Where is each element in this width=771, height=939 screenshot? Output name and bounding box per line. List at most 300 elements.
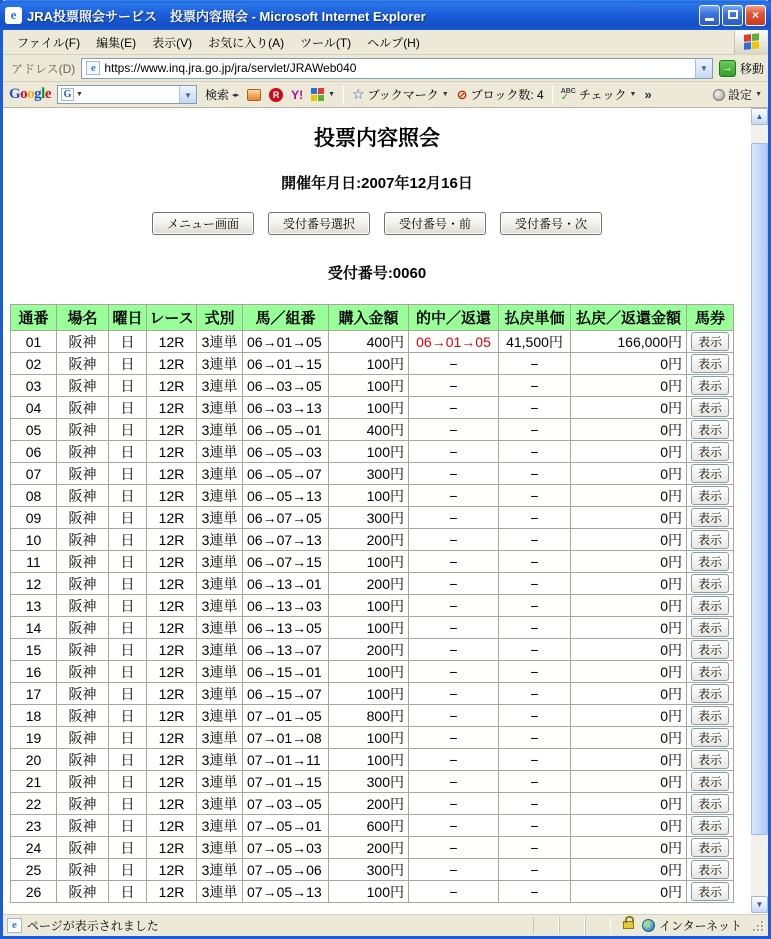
cell-no: 05: [11, 419, 57, 441]
cell-total-payout: 166,000円: [571, 331, 687, 353]
cell-ticket: [687, 419, 734, 441]
cell-numbers: 06→05→13: [243, 485, 329, 507]
google-menu-icon[interactable]: G: [61, 88, 74, 101]
cell-amount: 200円: [329, 573, 409, 595]
cell-race: 12R: [147, 793, 197, 815]
cell-race: 12R: [147, 595, 197, 617]
cell-amount: 100円: [329, 441, 409, 463]
show-button[interactable]: 表示: [691, 882, 729, 901]
cell-place: 阪神: [57, 639, 109, 661]
cell-place: 阪神: [57, 595, 109, 617]
cell-place: 阪神: [57, 683, 109, 705]
table-row: [11, 353, 734, 375]
vertical-scrollbar[interactable]: [751, 108, 768, 913]
address-bar: [3, 55, 768, 82]
table-row: [11, 551, 734, 573]
show-button[interactable]: 表示: [691, 706, 729, 725]
cell-race: 12R: [147, 881, 197, 903]
table-row: [11, 595, 734, 617]
cell-hit: −: [409, 529, 499, 551]
cell-no: 25: [11, 859, 57, 881]
cell-total-payout: 0円: [571, 837, 687, 859]
show-button[interactable]: 表示: [691, 552, 729, 571]
bookmarks-label: ブックマーク: [367, 88, 439, 102]
cell-ticket: [687, 353, 734, 375]
cell-hit: −: [409, 507, 499, 529]
cell-place: 阪神: [57, 771, 109, 793]
cell-day: 日: [109, 771, 147, 793]
cell-numbers: 06→05→01: [243, 419, 329, 441]
page-title: 投票内容照会: [314, 127, 440, 150]
cell-numbers: 06→15→07: [243, 683, 329, 705]
cell-race: 12R: [147, 837, 197, 859]
cell-bet-type: 3連単: [197, 749, 243, 771]
cell-ticket: [687, 595, 734, 617]
address-combo[interactable]: [81, 58, 713, 79]
cell-no: 07: [11, 463, 57, 485]
cell-place: 阪神: [57, 507, 109, 529]
table-row: [11, 837, 734, 859]
table-row: [11, 485, 734, 507]
cell-ticket: [687, 661, 734, 683]
show-button[interactable]: 表示: [691, 816, 729, 835]
cell-total-payout: 0円: [571, 397, 687, 419]
windows-logo-icon: [744, 33, 760, 51]
menu-item[interactable]: ファイル(F): [17, 35, 81, 50]
cell-unit-payout: −: [499, 793, 571, 815]
cell-numbers: 06→13→03: [243, 595, 329, 617]
cell-unit-payout: −: [499, 639, 571, 661]
cell-hit: −: [409, 661, 499, 683]
cell-race: 12R: [147, 683, 197, 705]
block-icon: ⊘: [456, 86, 468, 102]
cell-amount: 200円: [329, 639, 409, 661]
cell-no: 24: [11, 837, 57, 859]
cell-amount: 600円: [329, 815, 409, 837]
cell-numbers: 06→01→05: [243, 331, 329, 353]
cell-ticket: [687, 397, 734, 419]
cell-race: 12R: [147, 639, 197, 661]
cell-hit: −: [409, 815, 499, 837]
status-bar: [3, 913, 768, 936]
cell-unit-payout: −: [499, 375, 571, 397]
cell-hit: −: [409, 551, 499, 573]
cell-unit-payout: −: [499, 749, 571, 771]
google-search-input[interactable]: [57, 85, 197, 104]
address-url[interactable]: https://www.inq.jra.go.jp/jra/servlet/JRAWeb040: [104, 61, 357, 75]
search-button[interactable]: [205, 86, 239, 103]
cell-hit: −: [409, 573, 499, 595]
cell-ticket: [687, 551, 734, 573]
cell-ticket: [687, 375, 734, 397]
cell-ticket: [687, 529, 734, 551]
show-button[interactable]: 表示: [691, 332, 729, 351]
cell-place: 阪神: [57, 551, 109, 573]
cell-day: 日: [109, 705, 147, 727]
scroll-up-icon[interactable]: ▲: [751, 108, 768, 125]
cell-amount: 100円: [329, 485, 409, 507]
chevron-down-icon: ▼: [328, 91, 335, 98]
cell-hit: −: [409, 837, 499, 859]
go-arrow-icon: →: [719, 60, 736, 77]
table-header-cell: 式別: [197, 305, 243, 331]
cell-total-payout: 0円: [571, 639, 687, 661]
menu-item[interactable]: ツール(T): [300, 35, 352, 50]
cell-bet-type: 3連単: [197, 793, 243, 815]
cell-total-payout: 0円: [571, 441, 687, 463]
nav-button[interactable]: メニュー画面: [152, 212, 254, 235]
cell-race: 12R: [147, 353, 197, 375]
cell-day: 日: [109, 441, 147, 463]
show-button[interactable]: 表示: [691, 420, 729, 439]
cell-ticket: [687, 441, 734, 463]
close-button[interactable]: ×: [745, 5, 766, 26]
chevron-down-icon: ▼: [629, 91, 637, 98]
content-area: [3, 108, 751, 913]
lock-icon: [623, 921, 634, 929]
cell-no: 04: [11, 397, 57, 419]
cell-race: 12R: [147, 397, 197, 419]
cell-day: 日: [109, 661, 147, 683]
cell-bet-type: 3連単: [197, 661, 243, 683]
nav-button[interactable]: 受付番号選択: [268, 212, 370, 235]
show-button[interactable]: 表示: [691, 442, 729, 461]
cell-total-payout: 0円: [571, 793, 687, 815]
cell-bet-type: 3連単: [197, 551, 243, 573]
cell-no: 08: [11, 485, 57, 507]
cell-total-payout: 0円: [571, 375, 687, 397]
cell-bet-type: 3連単: [197, 419, 243, 441]
cell-ticket: [687, 749, 734, 771]
globe-icon: [642, 919, 655, 932]
cell-ticket: [687, 617, 734, 639]
google-toolbar: [3, 82, 768, 108]
maximize-button[interactable]: [722, 5, 743, 26]
resize-grip[interactable]: [750, 918, 764, 932]
star-icon: ☆: [352, 86, 365, 102]
cell-unit-payout: −: [499, 683, 571, 705]
nav-button[interactable]: 受付番号・前: [384, 212, 486, 235]
cell-no: 23: [11, 815, 57, 837]
cell-day: 日: [109, 551, 147, 573]
cell-unit-payout: −: [499, 529, 571, 551]
cell-place: 阪神: [57, 859, 109, 881]
cell-bet-type: 3連単: [197, 771, 243, 793]
cell-ticket: [687, 727, 734, 749]
table-row: [11, 573, 734, 595]
cell-day: 日: [109, 859, 147, 881]
cell-day: 日: [109, 529, 147, 551]
google-logo: Google: [9, 86, 52, 102]
cell-day: 日: [109, 419, 147, 441]
cell-numbers: 06→03→13: [243, 397, 329, 419]
table-header-cell: レース: [147, 305, 197, 331]
status-message: ページが表示されました: [27, 918, 159, 933]
cell-numbers: 06→05→03: [243, 441, 329, 463]
cell-total-payout: 0円: [571, 419, 687, 441]
cell-hit: −: [409, 419, 499, 441]
cell-place: 阪神: [57, 749, 109, 771]
search-options-icon: ◂▸: [232, 91, 240, 99]
cell-place: 阪神: [57, 397, 109, 419]
cell-total-payout: 0円: [571, 683, 687, 705]
cell-hit: −: [409, 353, 499, 375]
cell-numbers: 07→05→13: [243, 881, 329, 903]
cell-unit-payout: −: [499, 507, 571, 529]
show-button[interactable]: 表示: [691, 464, 729, 483]
cell-total-payout: 0円: [571, 353, 687, 375]
spellcheck-icon: ABC ✓: [560, 87, 576, 103]
cell-bet-type: 3連単: [197, 727, 243, 749]
cell-amount: 100円: [329, 749, 409, 771]
cell-unit-payout: −: [499, 397, 571, 419]
toolbar-separator: [552, 86, 553, 104]
cell-unit-payout: −: [499, 353, 571, 375]
cell-race: 12R: [147, 375, 197, 397]
nav-button[interactable]: 受付番号・次: [500, 212, 602, 235]
show-button[interactable]: 表示: [691, 640, 729, 659]
cell-total-payout: 0円: [571, 881, 687, 903]
bets-table: [10, 304, 734, 903]
cell-race: 12R: [147, 771, 197, 793]
cell-no: 15: [11, 639, 57, 661]
table-header-cell: 場名: [57, 305, 109, 331]
cell-numbers: 07→03→05: [243, 793, 329, 815]
cell-hit: −: [409, 397, 499, 419]
cell-day: 日: [109, 749, 147, 771]
search-label: 検索: [205, 88, 230, 102]
cell-numbers: 07→05→01: [243, 815, 329, 837]
cell-day: 日: [109, 837, 147, 859]
cell-hit: −: [409, 617, 499, 639]
show-button[interactable]: 表示: [691, 728, 729, 747]
cell-race: 12R: [147, 419, 197, 441]
cell-amount: 100円: [329, 595, 409, 617]
windows-logo-panel: [734, 30, 768, 55]
search-dropdown-icon[interactable]: ▼: [179, 86, 196, 103]
cell-bet-type: 3連単: [197, 331, 243, 353]
cell-day: 日: [109, 463, 147, 485]
cell-race: 12R: [147, 815, 197, 837]
cell-numbers: 06→05→07: [243, 463, 329, 485]
cell-bet-type: 3連単: [197, 881, 243, 903]
yahoo-icon[interactable]: Y!: [291, 87, 304, 102]
cell-no: 18: [11, 705, 57, 727]
cell-race: 12R: [147, 551, 197, 573]
scrollbar-track[interactable]: [751, 125, 768, 896]
cell-total-payout: 0円: [571, 859, 687, 881]
cell-no: 19: [11, 727, 57, 749]
cell-day: 日: [109, 397, 147, 419]
table-row: [11, 727, 734, 749]
cell-hit: −: [409, 793, 499, 815]
menu-item[interactable]: 編集(E): [96, 35, 137, 50]
table-row: [11, 331, 734, 353]
nav-button-row: [3, 212, 751, 236]
show-button[interactable]: 表示: [691, 596, 729, 615]
cell-bet-type: 3連単: [197, 617, 243, 639]
cell-bet-type: 3連単: [197, 441, 243, 463]
menu-item[interactable]: ヘルプ(H): [367, 35, 420, 50]
window-title: JRA投票照会サービス 投票内容照会 - Microsoft Internet Explorer: [27, 8, 426, 24]
cell-ticket: [687, 485, 734, 507]
cell-bet-type: 3連単: [197, 397, 243, 419]
cell-unit-payout: −: [499, 463, 571, 485]
cell-unit-payout: −: [499, 485, 571, 507]
status-page-icon: e: [7, 918, 22, 933]
cell-place: 阪神: [57, 441, 109, 463]
show-button[interactable]: 表示: [691, 794, 729, 813]
puzzle-icon[interactable]: [311, 88, 335, 102]
table-header-cell: 通番: [11, 305, 57, 331]
cell-unit-payout: −: [499, 419, 571, 441]
cell-race: 12R: [147, 749, 197, 771]
show-button[interactable]: 表示: [691, 838, 729, 857]
cell-amount: 100円: [329, 661, 409, 683]
cell-unit-payout: −: [499, 573, 571, 595]
show-button[interactable]: 表示: [691, 860, 729, 879]
cell-ticket: [687, 463, 734, 485]
cell-bet-type: 3連単: [197, 573, 243, 595]
go-button[interactable]: [719, 60, 764, 77]
cell-amount: 300円: [329, 771, 409, 793]
menu-item[interactable]: 表示(V): [152, 35, 193, 50]
cell-place: 阪神: [57, 529, 109, 551]
cell-race: 12R: [147, 705, 197, 727]
cell-amount: 100円: [329, 727, 409, 749]
cell-numbers: 07→05→03: [243, 837, 329, 859]
cell-bet-type: 3連単: [197, 639, 243, 661]
cell-unit-payout: −: [499, 551, 571, 573]
popup-blocker-button[interactable]: [457, 86, 544, 103]
cell-bet-type: 3連単: [197, 507, 243, 529]
scrollbar-thumb[interactable]: [751, 143, 768, 835]
cell-unit-payout: −: [499, 771, 571, 793]
cell-ticket: [687, 771, 734, 793]
cell-numbers: 06→03→05: [243, 375, 329, 397]
show-button[interactable]: 表示: [691, 772, 729, 791]
cell-hit: −: [409, 705, 499, 727]
cell-unit-payout: −: [499, 705, 571, 727]
cell-unit-payout: −: [499, 595, 571, 617]
cell-amount: 100円: [329, 353, 409, 375]
cell-total-payout: 0円: [571, 463, 687, 485]
cell-no: 06: [11, 441, 57, 463]
show-button[interactable]: 表示: [691, 684, 729, 703]
show-button[interactable]: 表示: [691, 508, 729, 527]
cell-hit: −: [409, 485, 499, 507]
show-button[interactable]: 表示: [691, 574, 729, 593]
cell-race: 12R: [147, 441, 197, 463]
cell-total-payout: 0円: [571, 749, 687, 771]
cell-amount: 100円: [329, 881, 409, 903]
table-header-row: [11, 305, 734, 331]
table-row: [11, 529, 734, 551]
cell-amount: 400円: [329, 331, 409, 353]
cell-ticket: [687, 683, 734, 705]
cell-race: 12R: [147, 727, 197, 749]
check-label: チェック: [578, 88, 627, 102]
cell-no: 03: [11, 375, 57, 397]
table-header-cell: 曜日: [109, 305, 147, 331]
cell-amount: 100円: [329, 551, 409, 573]
block-count-label: ブロック数: 4: [470, 88, 544, 102]
cell-no: 01: [11, 331, 57, 353]
show-button[interactable]: 表示: [691, 662, 729, 681]
cell-day: 日: [109, 815, 147, 837]
bookmarks-button[interactable]: [352, 86, 449, 103]
table-header-cell: 的中／返還: [409, 305, 499, 331]
table-header-cell: 購入金額: [329, 305, 409, 331]
cell-no: 26: [11, 881, 57, 903]
cell-race: 12R: [147, 617, 197, 639]
cell-numbers: 06→13→05: [243, 617, 329, 639]
spellcheck-button[interactable]: [561, 86, 637, 103]
table-row: [11, 463, 734, 485]
menu-item[interactable]: お気に入り(A): [208, 35, 285, 50]
settings-label: 設定: [728, 88, 753, 102]
show-button[interactable]: 表示: [691, 618, 729, 637]
cell-day: 日: [109, 793, 147, 815]
cell-unit-payout: −: [499, 727, 571, 749]
show-button[interactable]: 表示: [691, 376, 729, 395]
scroll-down-icon[interactable]: ▼: [751, 896, 768, 913]
cell-numbers: 06→07→13: [243, 529, 329, 551]
minimize-button[interactable]: [699, 5, 720, 26]
cell-day: 日: [109, 573, 147, 595]
show-button[interactable]: 表示: [691, 354, 729, 373]
table-row: [11, 683, 734, 705]
show-button[interactable]: 表示: [691, 530, 729, 549]
show-button[interactable]: 表示: [691, 486, 729, 505]
cell-place: 阪神: [57, 881, 109, 903]
titlebar: [0, 0, 771, 30]
show-button[interactable]: 表示: [691, 750, 729, 769]
browser-body: [3, 108, 768, 913]
news-icon[interactable]: [247, 89, 261, 101]
table-row: [11, 859, 734, 881]
settings-button[interactable]: [713, 86, 762, 103]
chevron-down-icon: ▼: [755, 91, 762, 98]
table-header-cell: 馬券: [687, 305, 734, 331]
table-header-cell: 払戻／返還金額: [571, 305, 687, 331]
address-dropdown-icon[interactable]: ▼: [695, 59, 712, 78]
cell-amount: 200円: [329, 793, 409, 815]
cell-place: 阪神: [57, 331, 109, 353]
more-tools-chevron[interactable]: »: [644, 87, 652, 102]
cell-hit: −: [409, 749, 499, 771]
cell-place: 阪神: [57, 617, 109, 639]
cell-ticket: [687, 573, 734, 595]
cell-total-payout: 0円: [571, 529, 687, 551]
rakuten-icon[interactable]: R: [269, 88, 283, 102]
cell-no: 12: [11, 573, 57, 595]
cell-hit: −: [409, 441, 499, 463]
cell-ticket: [687, 815, 734, 837]
cell-numbers: 06→01→15: [243, 353, 329, 375]
cell-bet-type: 3連単: [197, 353, 243, 375]
cell-amount: 100円: [329, 617, 409, 639]
cell-race: 12R: [147, 331, 197, 353]
cell-no: 09: [11, 507, 57, 529]
show-button[interactable]: 表示: [691, 398, 729, 417]
cell-ticket: [687, 837, 734, 859]
table-row: [11, 661, 734, 683]
cell-race: 12R: [147, 529, 197, 551]
gear-icon: [713, 89, 725, 101]
cell-place: 阪神: [57, 661, 109, 683]
cell-no: 11: [11, 551, 57, 573]
